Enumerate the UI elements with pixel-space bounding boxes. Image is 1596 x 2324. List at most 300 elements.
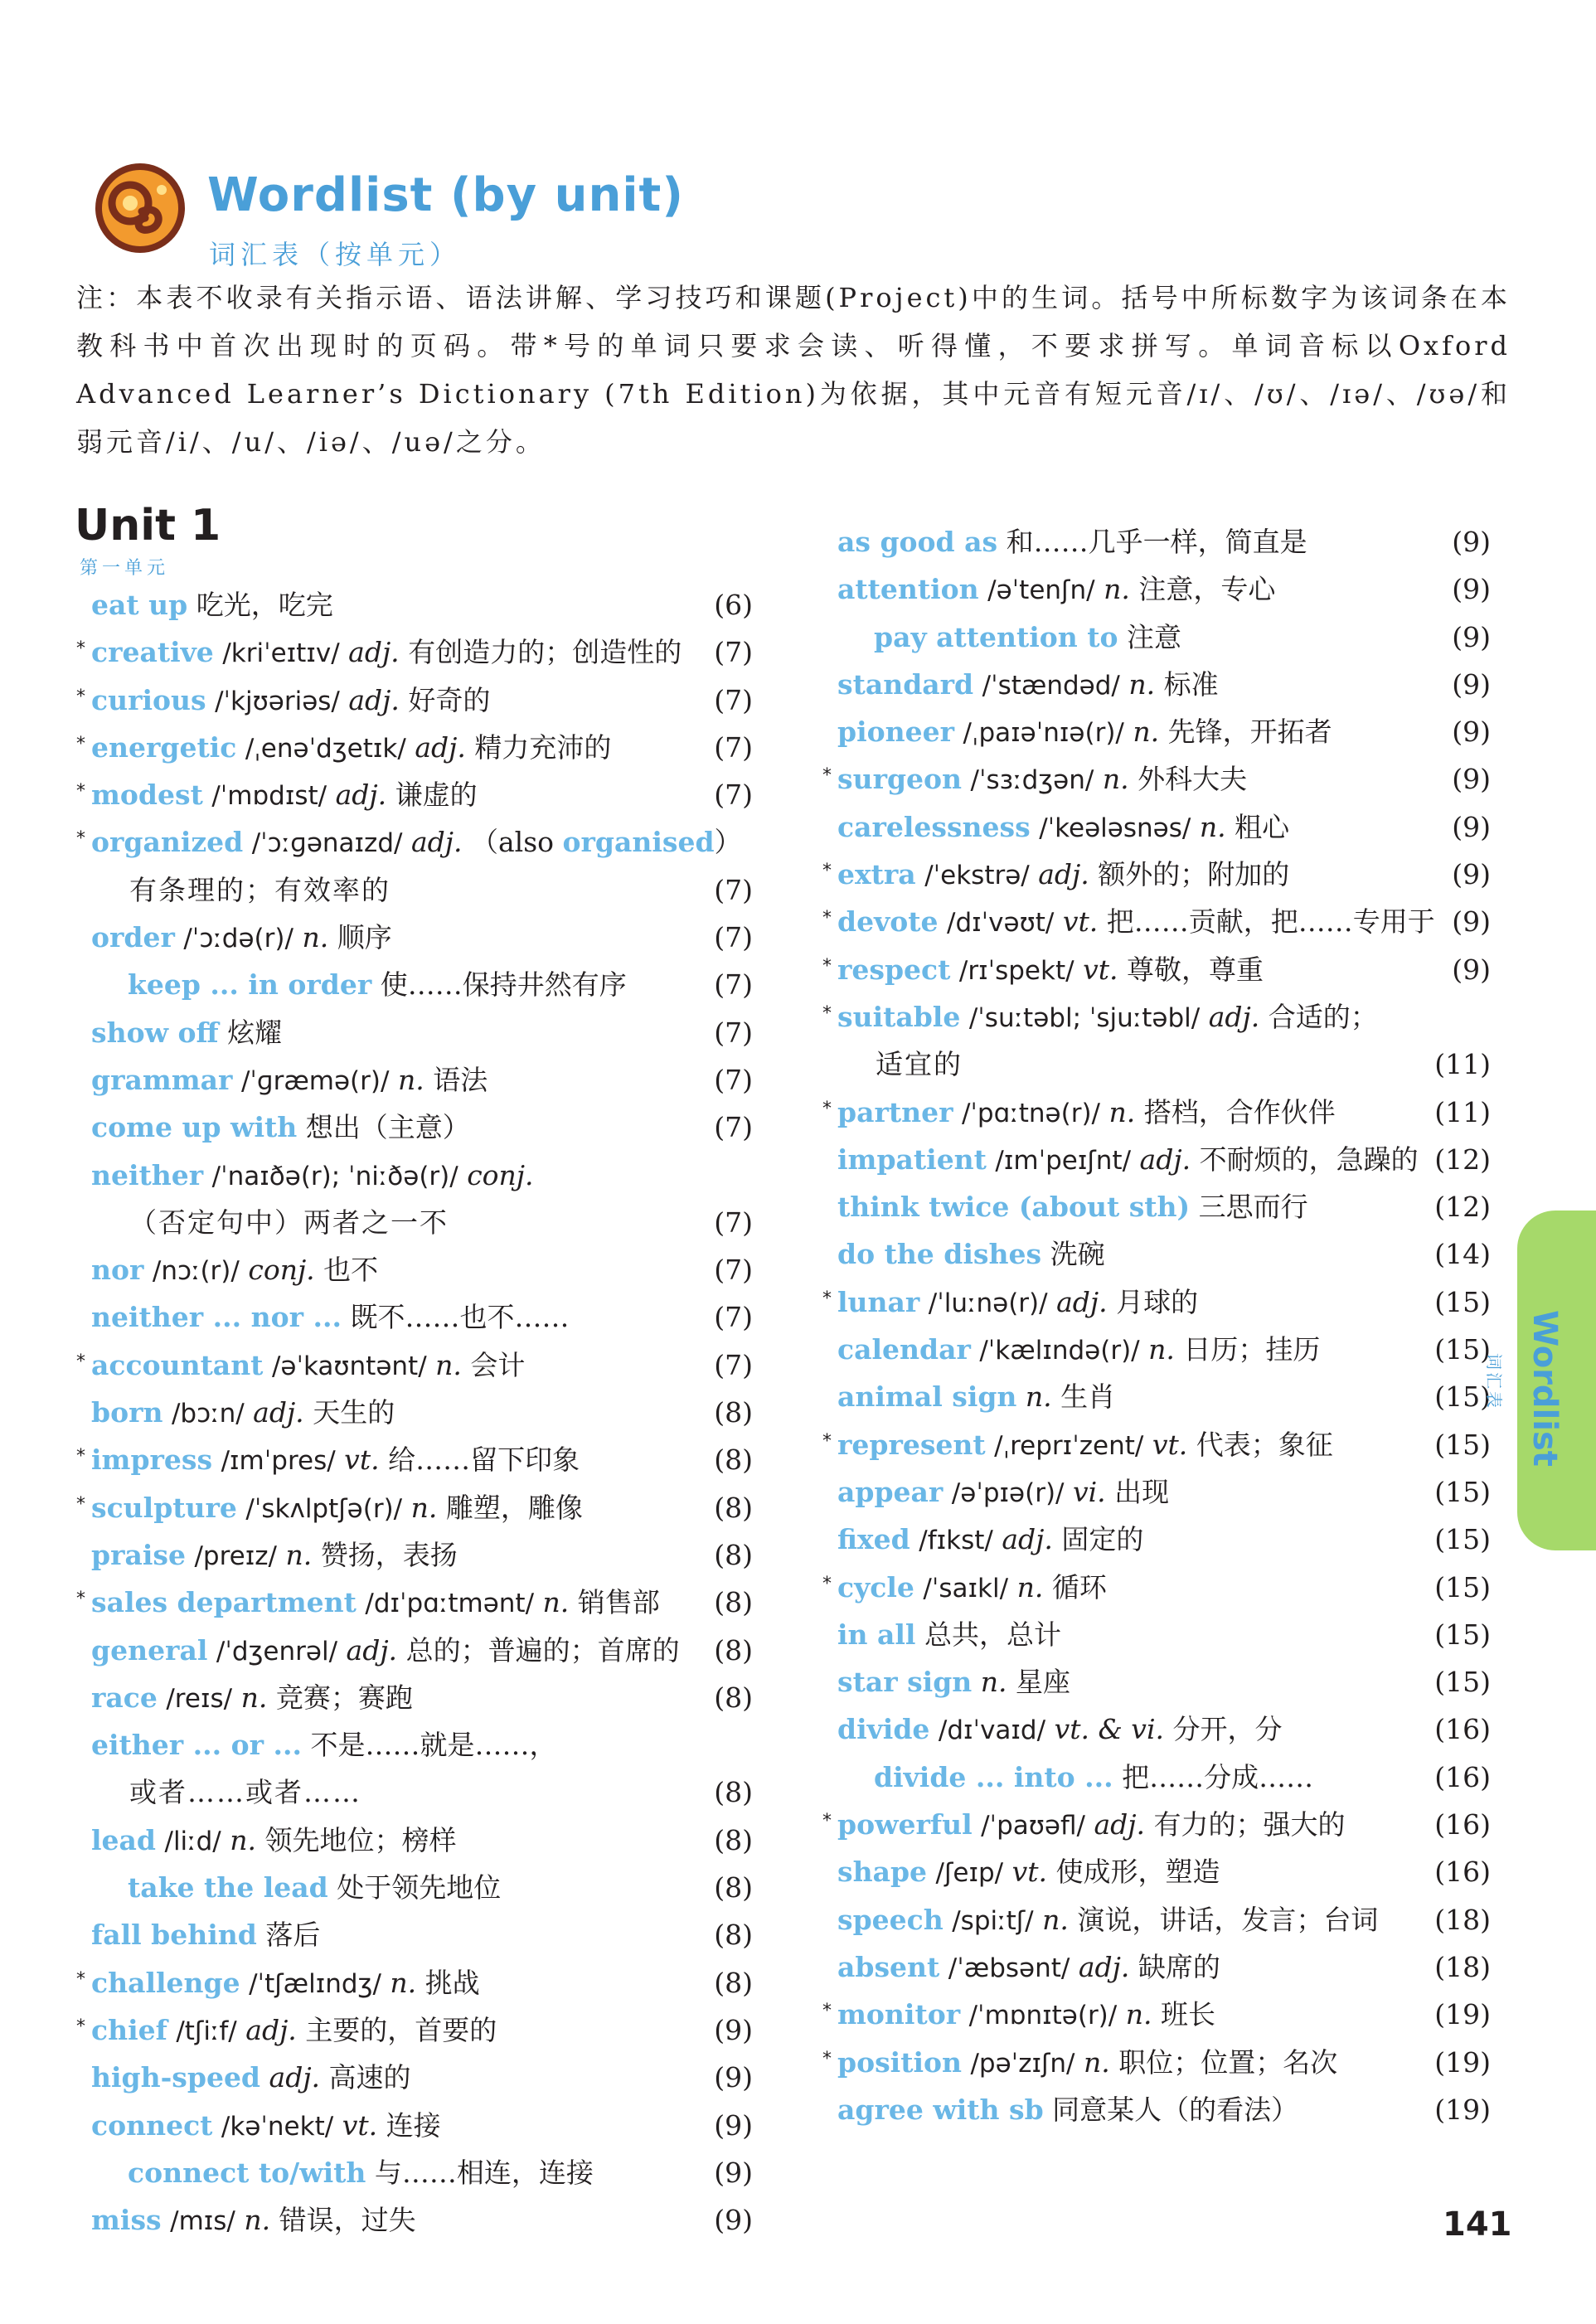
- entry-page-number: (7): [714, 1348, 753, 1381]
- entry-headword: creative: [91, 636, 214, 669]
- entry-translation: 挑战: [424, 1966, 480, 1999]
- required-star: *: [822, 1811, 832, 1832]
- entry-part-of-speech: n.: [1125, 1998, 1152, 2031]
- entry-translation: 赞扬，表扬: [320, 1538, 458, 1571]
- entry-phonetic: /dɪˈpɑːtmənt/: [365, 1589, 535, 1619]
- entry-translation: 注意: [1127, 620, 1182, 653]
- entry-part-of-speech: n.: [1133, 716, 1160, 749]
- wordlist-entry: [71, 818, 759, 866]
- entry-phonetic: /spiːtʃ/: [952, 1905, 1034, 1936]
- entry-line: [837, 1658, 1070, 1705]
- entry-line: [91, 2006, 497, 2055]
- entry-part-of-speech: n.: [1148, 1333, 1175, 1366]
- entry-phonetic: /ˈpaʊəfl/: [981, 1811, 1085, 1841]
- entry-phonetic: /ˈsuːtəbl; ˈsjuːtəbl/: [968, 1002, 1201, 1033]
- entry-line: [128, 2149, 594, 2196]
- wordlist-entry: [71, 1056, 759, 1104]
- entry-phonetic: /ˈmɒdɪst/: [211, 781, 327, 812]
- entry-headword: come up with: [91, 1111, 298, 1144]
- required-star: *: [76, 733, 85, 754]
- entry-page-number: (7): [714, 1301, 753, 1334]
- entry-headword: modest: [91, 779, 203, 812]
- entry-headword: eat up: [91, 589, 188, 621]
- entry-page-number: (8): [714, 1919, 753, 1952]
- entry-translation: 顺序: [337, 921, 392, 954]
- entry-page-number: (15): [1434, 1666, 1491, 1699]
- page-title: Wordlist (by unit): [207, 168, 684, 222]
- wordlist-entry: [817, 1848, 1497, 1895]
- entry-phonetic: /ˈɔːdə(r)/: [183, 924, 293, 954]
- entry-headword: energetic: [91, 730, 237, 764]
- entry-phonetic: /ˈsaɪkl/: [923, 1573, 1009, 1604]
- entry-translation: 洗碗: [1050, 1238, 1105, 1271]
- entry-line: [91, 1627, 680, 1676]
- entry-headword: connect to/with: [128, 2156, 366, 2189]
- entry-line: [91, 1531, 458, 1580]
- entry-line: [837, 993, 1378, 1042]
- required-star: *: [76, 638, 85, 660]
- entry-headword: neither ... nor ...: [91, 1301, 342, 1334]
- page-subtitle: 词汇表（按单元）: [209, 239, 462, 270]
- entry-phonetic: /mɪs/: [170, 2206, 235, 2237]
- entry-page-number: (8): [714, 1443, 753, 1477]
- entry-phonetic: /ˈkjʊəriəs/: [215, 686, 340, 716]
- wordlist-entry: [817, 565, 1497, 613]
- entry-line: [876, 1041, 963, 1088]
- entry-translation: 注意，专心: [1138, 573, 1276, 606]
- entry-translation: 班长: [1160, 1998, 1215, 2031]
- entry-part-of-speech: adj.: [346, 1633, 398, 1667]
- entry-translation: 谦虚的: [395, 779, 478, 812]
- required-star: *: [76, 1493, 85, 1515]
- wordlist-entry: [817, 518, 1497, 565]
- entry-translation: 同意某人（的看法）: [1052, 2093, 1299, 2126]
- required-star: *: [822, 1098, 832, 1119]
- entry-headword: sculpture: [91, 1491, 237, 1524]
- entry-line: [837, 1326, 1320, 1375]
- entry-line: [91, 1484, 583, 1533]
- entry-headword: suitable: [837, 1000, 961, 1033]
- wordlist-entry: [71, 961, 759, 1008]
- wordlist-entry: [71, 1152, 759, 1199]
- entry-line: [129, 866, 391, 914]
- entry-line: [837, 1705, 1283, 1754]
- entry-phonetic: /dɪˈvəʊt/: [947, 908, 1055, 939]
- required-star: *: [76, 1351, 85, 1372]
- entry-headword: speech: [837, 1903, 944, 1936]
- wordlist-entry: [817, 1658, 1497, 1705]
- entry-headword: carelessness: [837, 810, 1031, 843]
- required-star: *: [822, 1002, 832, 1024]
- entry-phonetic: /ˈɔːɡənaɪzd/: [251, 828, 403, 859]
- entry-translation: 出现: [1114, 1475, 1170, 1508]
- entry-translation: 语法: [433, 1063, 488, 1096]
- entry-part-of-speech: adj.: [1139, 1143, 1191, 1176]
- entry-headword: accountant: [91, 1348, 264, 1381]
- entry-page-number: (7): [714, 1016, 753, 1049]
- wordlist-entry: [817, 1421, 1497, 1468]
- entry-part-of-speech: n.: [1104, 573, 1130, 606]
- entry-translation: 适宜的: [876, 1048, 963, 1081]
- entry-translation: 炫耀: [227, 1016, 283, 1049]
- entry-line: [91, 1246, 378, 1295]
- entry-phonetic: /əˈkaʊntənt/: [271, 1351, 427, 1381]
- wordlist-entry: [71, 1674, 759, 1721]
- entry-page-number: (9): [1452, 810, 1491, 843]
- entry-phonetic: /rɪˈspekt/: [958, 955, 1075, 986]
- entry-headword: race: [91, 1681, 158, 1714]
- entry-page-number: (15): [1434, 1380, 1491, 1414]
- required-star: *: [76, 686, 85, 707]
- entry-part-of-speech: adj.: [1078, 1950, 1130, 1983]
- wordlist-entry: [71, 1911, 759, 1958]
- entry-page-number: (18): [1434, 1903, 1491, 1936]
- entry-line: [91, 1152, 534, 1201]
- entry-phonetic: /ˌreprɪˈzent/: [994, 1430, 1144, 1461]
- entry-line: [837, 1136, 1419, 1185]
- entry-line: [837, 898, 1435, 947]
- entry-phonetic: /reɪs/: [166, 1683, 233, 1714]
- entry-part-of-speech: adj.: [1056, 1285, 1108, 1318]
- wordlist-entry: [817, 1089, 1497, 1136]
- entry-translation: 月球的: [1116, 1285, 1199, 1318]
- note-paragraph: 注：本表不收录有关指示语、语法讲解、学习技巧和课题(Project)中的生词。括号中所标数字为该词条在本教科书中首次出现时的页码。带*号的单词只要求会读、听得懂，不要求拼写。单词音标以Oxford Advanced Learner’s Dictionary (7th Edition)为依据，其中元音有短元音/ɪ/、/ʊ/、/ɪə/、/ʊə/和弱元音/i/、/u/、/iə/、/uə/之分。: [76, 282, 1511, 458]
- entry-line: [129, 1199, 449, 1246]
- entry-page-number: (8): [714, 1776, 753, 1809]
- entry-translation: 好奇的: [408, 683, 491, 716]
- entry-part-of-speech: adj.: [245, 2013, 297, 2046]
- entry-headword: partner: [837, 1095, 953, 1128]
- entry-page-number: (8): [714, 1681, 753, 1714]
- entry-part-of-speech: n.: [302, 921, 329, 954]
- wordlist-entry: [71, 866, 759, 914]
- entry-line: [837, 1468, 1169, 1517]
- wordlist-entry: [71, 1531, 759, 1579]
- entry-headword: neither: [91, 1158, 204, 1191]
- wordlist-entry: [817, 1230, 1497, 1278]
- entry-page-number: (8): [714, 1396, 753, 1429]
- entry-line: [837, 2086, 1298, 2133]
- entry-part-of-speech: n.: [1108, 1095, 1136, 1128]
- entry-page-number: (15): [1434, 1475, 1491, 1508]
- entry-translation: 既不……也不……: [350, 1301, 570, 1334]
- entry-headword: attention: [837, 573, 979, 606]
- entry-line: [837, 1564, 1107, 1613]
- required-star: *: [822, 1430, 832, 1452]
- entry-line: [91, 1674, 413, 1723]
- entry-part-of-speech: adj.: [335, 779, 387, 812]
- entry-line: [91, 818, 742, 867]
- entry-part-of-speech: adj.: [415, 730, 466, 764]
- required-star: *: [822, 1288, 832, 1309]
- entry-page-number: (9): [714, 2013, 753, 2046]
- wordlist-entry: [71, 1959, 759, 2006]
- entry-line: [837, 1089, 1336, 1138]
- entry-part-of-speech: vt.: [1062, 905, 1099, 939]
- entry-part-of-speech: vt.: [1152, 1428, 1188, 1461]
- wordlist-entry: [71, 1817, 759, 1864]
- wordlist-entry: [817, 614, 1497, 661]
- entry-page-number: (7): [714, 1111, 753, 1144]
- entry-page-number: (15): [1434, 1618, 1491, 1651]
- entry-headword: think twice (about sth): [837, 1191, 1191, 1224]
- entry-line: [837, 851, 1289, 900]
- required-star: *: [822, 908, 832, 929]
- unit-title: Unit 1: [75, 501, 221, 551]
- entry-line: [837, 1421, 1333, 1470]
- wordlist-entry: [817, 851, 1497, 898]
- required-star: *: [822, 955, 832, 977]
- entry-translation: 或者……或者……: [129, 1776, 361, 1809]
- entry-part-of-speech: adj.: [1094, 1808, 1145, 1841]
- entry-page-number: (9): [1452, 905, 1491, 939]
- wordlist-entry: [71, 1104, 759, 1151]
- wordlist-entry: [71, 914, 759, 961]
- entry-phonetic: /ˈkælɪndə(r)/: [979, 1336, 1140, 1366]
- entry-part-of-speech: n.: [1128, 667, 1156, 701]
- wordlist-entry: [817, 708, 1497, 755]
- entry-line: [91, 1959, 480, 2008]
- entry-part-of-speech: n.: [285, 1538, 313, 1571]
- entry-line: [91, 1104, 470, 1151]
- entry-page-number: (15): [1434, 1523, 1491, 1556]
- required-star: *: [76, 2016, 85, 2037]
- entry-headword: connect: [91, 2108, 213, 2142]
- wordlist-entry: [817, 1278, 1497, 1326]
- entry-line: [91, 2196, 416, 2245]
- entry-phonetic: /əˈtenʃn/: [987, 575, 1095, 606]
- entry-headword: in all: [837, 1618, 916, 1651]
- wordlist-entry: [71, 1579, 759, 1626]
- entry-part-of-speech: adj.: [348, 636, 400, 669]
- entry-line: [91, 1817, 457, 1866]
- entry-translation: 也不: [323, 1254, 379, 1287]
- entry-translation: 生肖: [1060, 1380, 1116, 1414]
- entry-page-number: (9): [1452, 620, 1491, 653]
- entry-headword: general: [91, 1633, 208, 1667]
- entry-headword: lead: [91, 1823, 156, 1856]
- entry-headword: surgeon: [837, 763, 963, 796]
- wordlist-entry: [71, 1721, 759, 1768]
- entry-part-of-speech: conj.: [248, 1254, 315, 1287]
- wordlist-entry: [817, 2086, 1497, 2133]
- entry-translation: 固定的: [1061, 1523, 1144, 1556]
- entry-phonetic: /ˈekstrə/: [924, 861, 1030, 891]
- required-star: *: [76, 781, 85, 803]
- entry-phonetic: /ˈluːnə(r)/: [928, 1288, 1048, 1318]
- entry-headword: keep ... in order: [128, 968, 372, 1002]
- wordlist-entry: [71, 2102, 759, 2149]
- entry-page-number: (14): [1434, 1238, 1491, 1271]
- entry-headword: show off: [91, 1016, 219, 1049]
- entry-line: [837, 946, 1264, 995]
- entry-translation: 合适的；: [1268, 1000, 1378, 1033]
- entry-line: [837, 803, 1289, 852]
- entry-line: [837, 1516, 1143, 1565]
- entry-translation: 会计: [470, 1348, 526, 1381]
- entry-page-number: (16): [1434, 1760, 1491, 1793]
- entry-line: [837, 2039, 1337, 2088]
- wordlist-entry: [817, 898, 1497, 945]
- entry-translation: 给……留下印象: [388, 1443, 580, 1477]
- entry-part-of-speech: n.: [410, 1491, 438, 1524]
- unit-subtitle: 第一单元: [80, 558, 170, 579]
- entry-translation: 额外的；附加的: [1098, 858, 1290, 891]
- entry-part-of-speech: n.: [244, 2204, 271, 2237]
- entry-headword: as good as: [837, 526, 998, 558]
- entry-line: [91, 2054, 411, 2101]
- entry-line: [91, 771, 478, 820]
- entry-phonetic: /ʃeɪp/: [935, 1858, 1004, 1889]
- entry-phonetic: /əˈpɪə(r)/: [951, 1477, 1065, 1508]
- entry-headword: absent: [837, 1950, 940, 1983]
- entry-part-of-speech: vi.: [1072, 1475, 1106, 1508]
- entry-part-of-speech: n.: [435, 1348, 462, 1381]
- entry-page-number: (9): [1452, 763, 1491, 796]
- entry-translation: 把……分成……: [1122, 1760, 1314, 1793]
- entry-phonetic: /preɪz/: [194, 1540, 277, 1571]
- entry-headword: pay attention to: [874, 620, 1118, 653]
- entry-page-number: (8): [714, 1586, 753, 1619]
- wordlist-entry: [71, 1389, 759, 1436]
- wordlist-entry: [71, 1436, 759, 1483]
- entry-part-of-speech: n.: [1102, 763, 1129, 796]
- entry-translation: 和……几乎一样，简直是: [1006, 526, 1307, 558]
- entry-page-number: (7): [714, 636, 753, 669]
- entry-page-number: (9): [1452, 858, 1491, 891]
- entry-translation: 雕塑，雕像: [445, 1491, 583, 1524]
- entry-translation: 代表；象征: [1196, 1428, 1333, 1461]
- entry-page-number: (11): [1434, 1048, 1491, 1081]
- entry-headword: devote: [837, 905, 939, 939]
- entry-line: [837, 661, 1219, 710]
- entry-headword: powerful: [837, 1808, 973, 1841]
- wordlist-entry: [817, 1754, 1497, 1801]
- entry-translation-tail: ）: [714, 826, 742, 859]
- entry-phonetic: /tʃiːf/: [176, 2016, 237, 2046]
- entry-line: [837, 1611, 1061, 1658]
- wordlist-entry: [71, 1864, 759, 1911]
- entry-page-number: (7): [714, 779, 753, 812]
- entry-translation: 搭档，合作伙伴: [1143, 1095, 1336, 1128]
- entry-phonetic: /ˈstændəd/: [982, 670, 1120, 701]
- entry-line: [129, 1768, 361, 1816]
- wordlist-entry: [817, 755, 1497, 803]
- entry-line: [128, 961, 627, 1008]
- entry-translation: 有条理的；有效率的: [129, 873, 391, 906]
- entry-translation: 不耐烦的，急躁的: [1199, 1143, 1419, 1176]
- entry-part-of-speech: vt.: [344, 1443, 380, 1477]
- entry-part-of-speech: vt.: [342, 2108, 378, 2142]
- entry-phonetic: /ˈæbsənt/: [948, 1953, 1070, 1983]
- entry-page-number: (15): [1434, 1285, 1491, 1318]
- entry-line: [91, 1342, 525, 1390]
- side-tab-sublabel: 词汇表: [1484, 1353, 1504, 1410]
- entry-page-number: (7): [714, 730, 753, 764]
- wordlist-entry: [817, 1943, 1497, 1991]
- entry-headword: nor: [91, 1254, 144, 1287]
- entry-phonetic: /fɪkst/: [919, 1526, 993, 1556]
- entry-page-number: (12): [1434, 1191, 1491, 1224]
- entry-line: [837, 1278, 1198, 1327]
- entry-translation: 尊敬，尊重: [1126, 953, 1264, 986]
- entry-headword: divide: [837, 1713, 930, 1746]
- entry-part-of-speech: adj.: [348, 683, 400, 716]
- entry-translation: 标准: [1163, 667, 1219, 701]
- wordlist-entry: [817, 661, 1497, 708]
- entry-page-number: (8): [714, 1491, 753, 1524]
- entry-translation: 处于领先地位: [337, 1871, 502, 1904]
- required-star: *: [76, 828, 85, 850]
- entry-phonetic: /nɔː(r)/: [152, 1256, 240, 1287]
- wordlist-entry: [71, 628, 759, 676]
- entry-phonetic: /kriˈeɪtɪv/: [222, 638, 340, 669]
- entry-page-number: (9): [1452, 526, 1491, 558]
- entry-headword: curious: [91, 683, 206, 716]
- wordlist-entry: [817, 1136, 1497, 1183]
- wordlist-entry: [817, 1516, 1497, 1563]
- entry-page-number: (12): [1434, 1143, 1491, 1176]
- entry-headword: cycle: [837, 1570, 914, 1604]
- entry-translation: 把……贡献，把……专用于: [1106, 905, 1435, 939]
- entry-part-of-speech: adj.: [1208, 1000, 1260, 1033]
- entry-headword: do the dishes: [837, 1238, 1042, 1271]
- entry-page-number: (18): [1434, 1950, 1491, 1983]
- entry-headword: miss: [91, 2204, 162, 2237]
- required-star: *: [76, 1446, 85, 1468]
- entry-page-number: (7): [714, 968, 753, 1002]
- entry-translation: 先锋，开拓者: [1167, 716, 1332, 749]
- entry-page-number: (9): [1452, 573, 1491, 606]
- entry-page-number: (7): [714, 683, 753, 716]
- side-tab-label: Wordlist: [1526, 1310, 1564, 1467]
- entry-translation: 不是……就是……，: [310, 1729, 557, 1762]
- entry-page-number: (7): [714, 1254, 753, 1287]
- entry-translation: 错误，过失: [279, 2204, 416, 2237]
- wordlist-logo-icon: [94, 162, 187, 255]
- entry-headword: organized: [91, 826, 244, 859]
- entry-translation: （also: [470, 826, 555, 859]
- wordlist-entry: [817, 993, 1497, 1041]
- entry-headword: pioneer: [837, 716, 954, 749]
- entry-part-of-speech: n.: [980, 1666, 1007, 1699]
- entry-line: [837, 1373, 1115, 1420]
- entry-line: [874, 614, 1181, 661]
- wordlist-entry: [71, 1293, 759, 1341]
- entry-part-of-speech: n.: [1199, 810, 1226, 843]
- entry-page-number: (9): [714, 2156, 753, 2189]
- entry-page-number: (15): [1434, 1428, 1491, 1461]
- wordlist-entry: [817, 803, 1497, 851]
- entry-headword: born: [91, 1396, 163, 1429]
- entry-phonetic: /bɔːn/: [171, 1399, 245, 1429]
- entry-headword: take the lead: [128, 1871, 328, 1904]
- entry-headword: fixed: [837, 1523, 910, 1556]
- entry-headword: calendar: [837, 1333, 971, 1366]
- wordlist-entry: [817, 1611, 1497, 1658]
- entry-page-number: (8): [714, 1633, 753, 1667]
- entry-headword: grammar: [91, 1063, 233, 1096]
- entry-headword: shape: [837, 1856, 928, 1889]
- entry-part-of-speech: adj.: [410, 826, 463, 859]
- entry-translation: （否定句中）两者之一不: [129, 1206, 449, 1239]
- entry-phonetic: /ˈdʒenrəl/: [216, 1636, 338, 1667]
- entry-part-of-speech: adj.: [269, 2061, 321, 2094]
- entry-phonetic: /ˈsɜːdʒən/: [970, 765, 1094, 796]
- entry-headword: represent: [837, 1428, 986, 1461]
- entry-translation: 日历；挂历: [1183, 1333, 1321, 1366]
- entry-part-of-speech: conj.: [467, 1158, 534, 1191]
